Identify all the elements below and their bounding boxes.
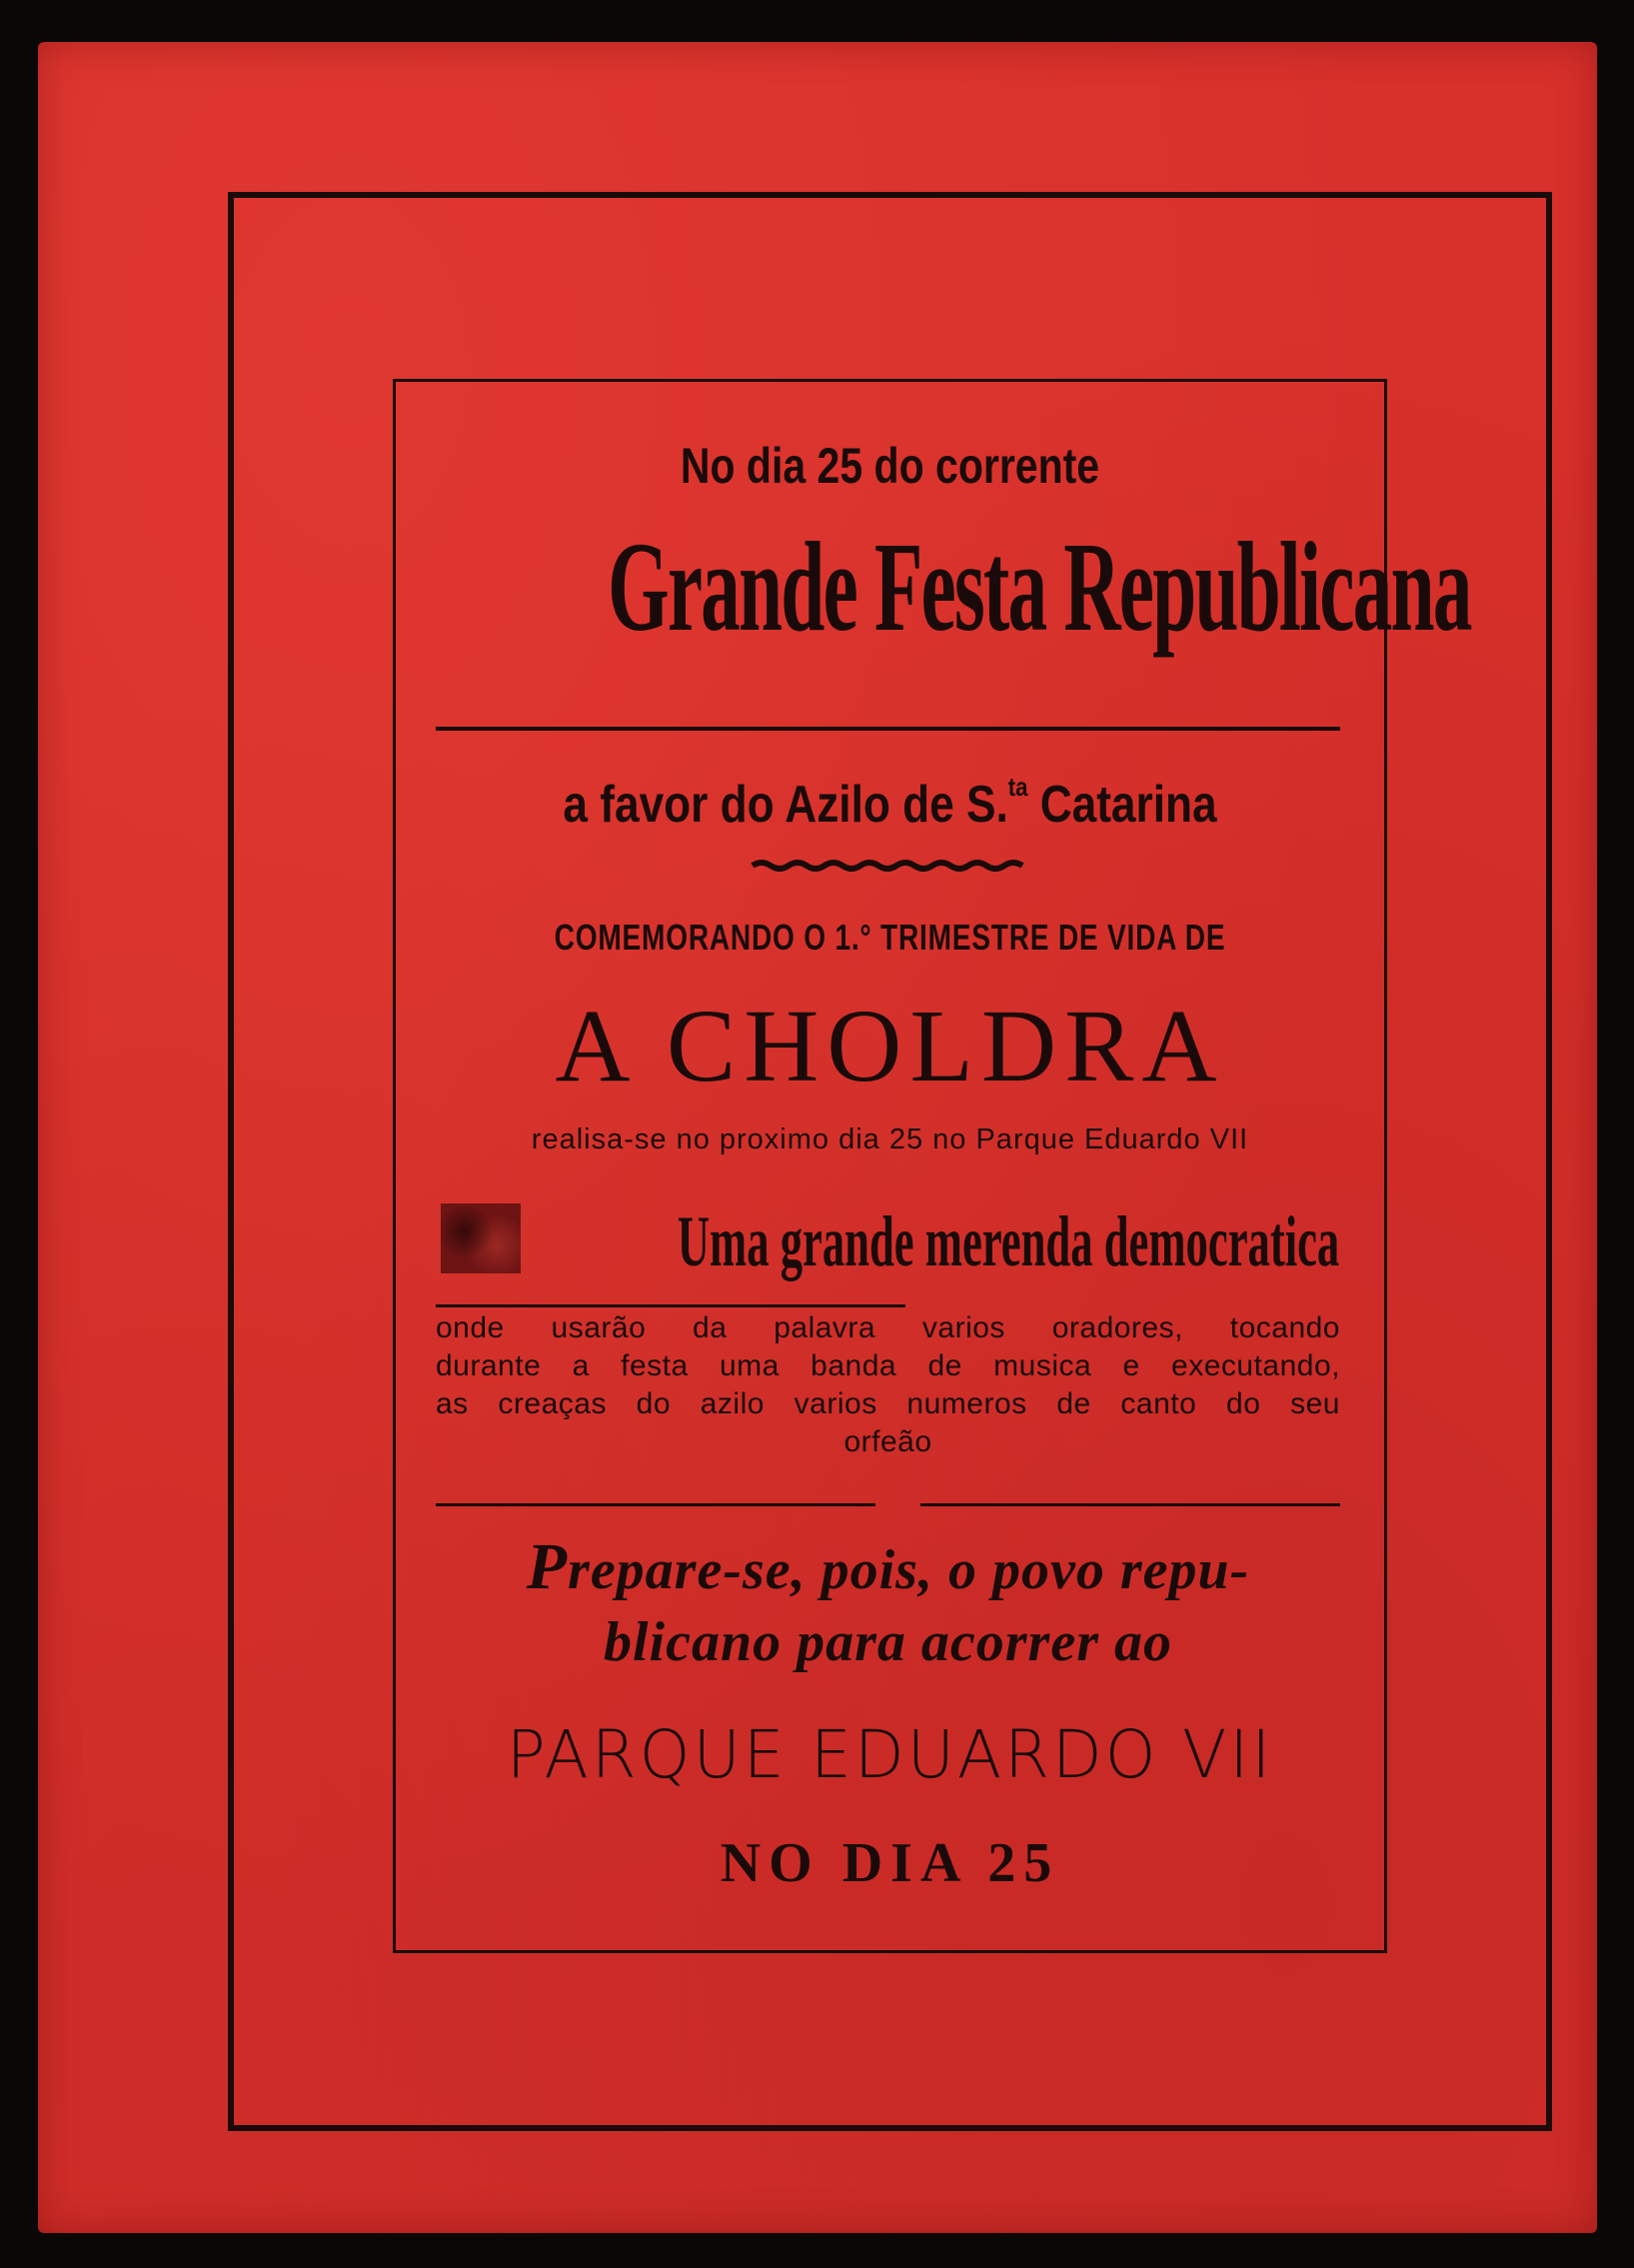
call-to-action-line-1: Prepare-se, pois, o povo repu-: [526, 1530, 1250, 1603]
poster-title: Grande Festa Republicana: [607, 516, 1471, 658]
commemorating-line: COMEMORANDO O 1.° TRIMESTRE DE VIDA DE: [554, 917, 1226, 958]
wavy-divider-ornament: [753, 860, 1022, 872]
paragraph-line: as creaças do azilo varios numeros de canto do seu: [436, 1387, 1340, 1420]
inner-border-frame: [393, 379, 1471, 1953]
merenda-row: [441, 1191, 1340, 1291]
paragraph-top-rule: [436, 1304, 905, 1307]
park-name: PARQUE EDUARDO VII: [506, 1716, 1274, 1793]
call-to-action: [436, 1531, 1340, 1678]
paragraph-line: orfeão: [843, 1425, 932, 1458]
beneficiary-line: [470, 772, 1310, 835]
publication-name: A CHOLDRA: [555, 989, 1225, 1104]
beneficiary-suffix: Catarina: [1027, 776, 1217, 834]
title-underline: [436, 727, 1340, 731]
beneficiary-superscript: ta: [1007, 772, 1028, 802]
program-paragraph: [436, 1309, 1340, 1461]
event-location-line: realisa-se no proximo dia 25 no Parque Eduardo VII: [531, 1124, 1249, 1155]
paragraph-line: onde usarão da palavra varios oradores, tocando: [436, 1311, 1340, 1344]
title-wrapper: [436, 512, 1471, 662]
poster-sheet: [38, 42, 1597, 2233]
divider-rule-right: [920, 1503, 1340, 1506]
ink-stamp-mark: [441, 1203, 521, 1273]
call-to-action-line-2: blicano para acorrer ao: [604, 1611, 1172, 1673]
date-line: No dia 25 do corrente: [680, 438, 1100, 494]
divider-rule-left: [436, 1503, 875, 1506]
event-day: NO DIA 25: [720, 1832, 1060, 1894]
paragraph-line: durante a festa uma banda de musica e executando,: [436, 1349, 1340, 1382]
beneficiary-prefix: a favor do Azilo de S.: [563, 776, 1008, 834]
merenda-heading: Uma grande merenda democratica: [677, 1201, 1340, 1281]
